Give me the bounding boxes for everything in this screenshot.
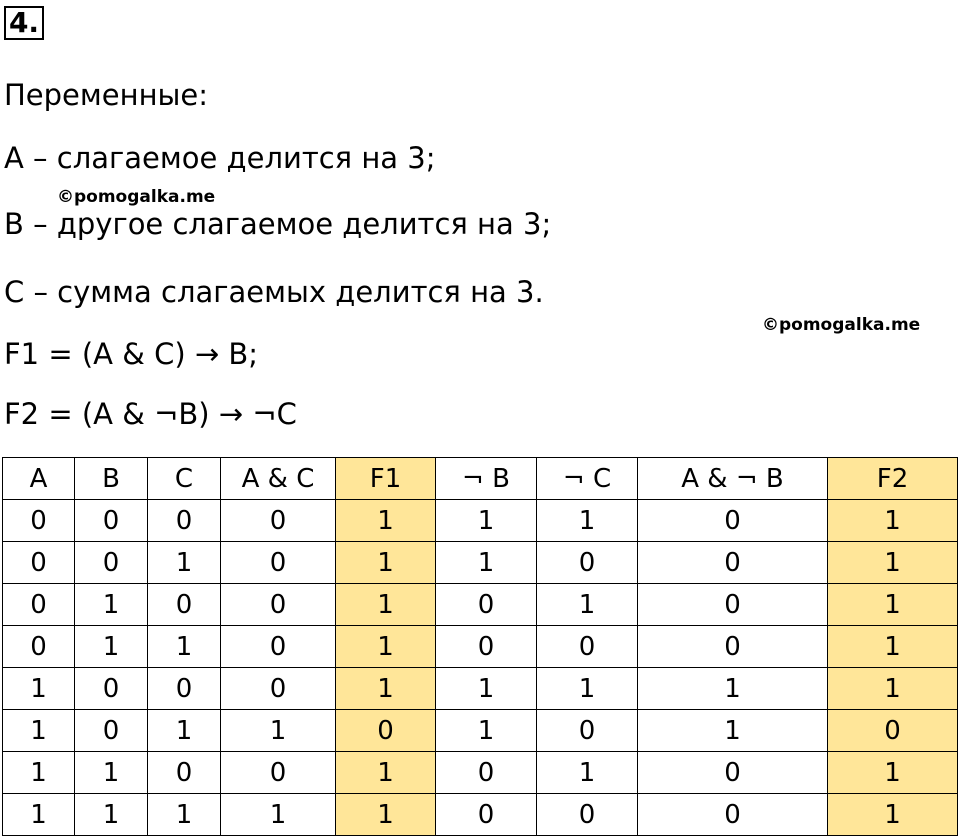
header-cell: A [3, 458, 75, 500]
table-cell: 0 [3, 500, 75, 542]
table-row [3, 710, 958, 752]
table-cell: 1 [336, 542, 436, 584]
table-cell: 0 [638, 626, 828, 668]
table-cell: 0 [828, 710, 958, 752]
table-cell: 1 [638, 710, 828, 752]
table-cell: 1 [336, 500, 436, 542]
header-cell-f2: F2 [828, 458, 958, 500]
table-cell: 0 [221, 626, 336, 668]
variable-a-definition: A – слагаемое делится на 3; [4, 141, 436, 175]
table-cell: 1 [436, 668, 537, 710]
table-cell: 0 [148, 752, 221, 794]
table-cell: 0 [3, 542, 75, 584]
variable-b-definition: B – другое слагаемое делится на 3; [4, 207, 552, 241]
table-cell: 0 [148, 668, 221, 710]
table-cell: 1 [828, 542, 958, 584]
table-row [3, 584, 958, 626]
variable-c-definition: C – сумма слагаемых делится на 3. [4, 275, 544, 309]
table-cell: 1 [436, 710, 537, 752]
table-row [3, 668, 958, 710]
table-cell: 1 [3, 752, 75, 794]
table-header-row [3, 458, 958, 500]
table-cell: 0 [148, 584, 221, 626]
formula-f2: F2 = (A & ¬B) → ¬C [4, 397, 297, 431]
table-cell: 1 [75, 626, 148, 668]
table-cell: 1 [148, 542, 221, 584]
table-cell: 0 [148, 500, 221, 542]
table-cell: 0 [638, 584, 828, 626]
table-cell: 0 [336, 710, 436, 752]
table-cell: 1 [828, 500, 958, 542]
table-cell: 1 [3, 794, 75, 836]
table-cell: 1 [828, 584, 958, 626]
table-cell: 1 [3, 668, 75, 710]
table-cell: 0 [75, 500, 148, 542]
table-cell: 1 [436, 542, 537, 584]
table-cell: 1 [537, 584, 638, 626]
table-cell: 1 [148, 710, 221, 752]
header-cell-f1: F1 [336, 458, 436, 500]
table-cell: 1 [537, 500, 638, 542]
header-cell: A & ¬ B [638, 458, 828, 500]
table-cell: 0 [75, 668, 148, 710]
header-cell: ¬ B [436, 458, 537, 500]
watermark-right: ©pomogalka.me [762, 315, 921, 335]
table-cell: 0 [537, 626, 638, 668]
table-cell: 0 [3, 584, 75, 626]
table-cell: 0 [638, 794, 828, 836]
table-row [3, 752, 958, 794]
table-cell: 1 [537, 668, 638, 710]
table-cell: 1 [336, 626, 436, 668]
variables-heading: Переменные: [4, 78, 209, 112]
table-cell: 0 [221, 542, 336, 584]
table-cell: 0 [436, 794, 537, 836]
table-cell: 0 [638, 500, 828, 542]
table-cell: 0 [221, 668, 336, 710]
table-row [3, 500, 958, 542]
table-cell: 0 [221, 752, 336, 794]
table-cell: 0 [537, 794, 638, 836]
table-row [3, 542, 958, 584]
table-row [3, 626, 958, 668]
table-cell: 1 [537, 752, 638, 794]
table-cell: 1 [828, 668, 958, 710]
table-cell: 0 [75, 710, 148, 752]
watermark-top: ©pomogalka.me [57, 187, 216, 207]
table-cell: 1 [828, 794, 958, 836]
table-cell: 1 [638, 668, 828, 710]
table-row [3, 794, 958, 836]
table-cell: 0 [3, 626, 75, 668]
table-cell: 1 [221, 794, 336, 836]
table-cell: 1 [336, 668, 436, 710]
table-cell: 1 [336, 752, 436, 794]
table-cell: 1 [336, 584, 436, 626]
table-cell: 1 [75, 584, 148, 626]
table-cell: 0 [537, 542, 638, 584]
table-cell: 1 [336, 794, 436, 836]
table-cell: 0 [537, 710, 638, 752]
table-cell: 1 [828, 626, 958, 668]
header-cell: C [148, 458, 221, 500]
table-cell: 0 [436, 626, 537, 668]
table-cell: 1 [436, 500, 537, 542]
table-cell: 0 [436, 584, 537, 626]
table-cell: 0 [75, 542, 148, 584]
table-cell: 0 [638, 542, 828, 584]
table-cell: 1 [148, 794, 221, 836]
header-cell: B [75, 458, 148, 500]
header-cell: A & C [221, 458, 336, 500]
table-cell: 1 [221, 710, 336, 752]
table-cell: 1 [828, 752, 958, 794]
truth-table [2, 457, 958, 836]
formula-f1: F1 = (A & C) → B; [4, 337, 259, 371]
table-cell: 0 [436, 752, 537, 794]
table-cell: 1 [75, 752, 148, 794]
table-cell: 1 [148, 626, 221, 668]
table-cell: 1 [3, 710, 75, 752]
table-cell: 0 [638, 752, 828, 794]
header-cell: ¬ C [537, 458, 638, 500]
table-cell: 0 [221, 500, 336, 542]
task-number: 4. [4, 6, 44, 40]
table-cell: 1 [75, 794, 148, 836]
table-cell: 0 [221, 584, 336, 626]
